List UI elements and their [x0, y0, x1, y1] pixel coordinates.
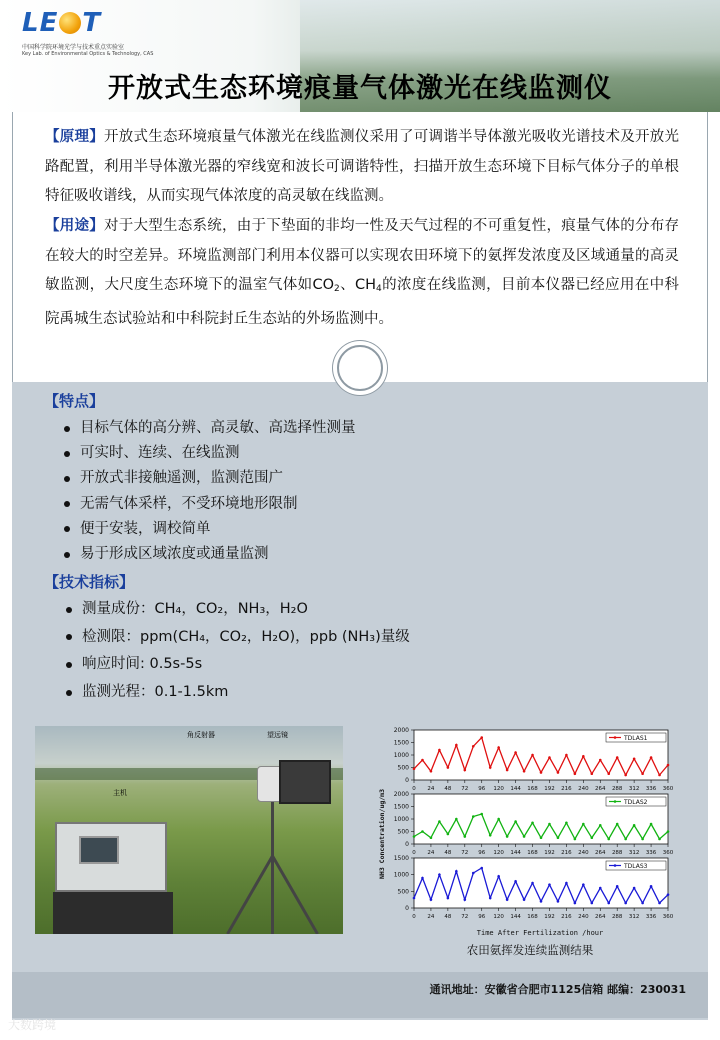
data-point: [557, 836, 560, 839]
data-point: [480, 867, 483, 870]
y-tick-label: 2000: [393, 791, 409, 798]
data-point: [574, 838, 577, 841]
intro-section: [12, 112, 708, 382]
data-point: [540, 771, 543, 774]
data-point: [472, 745, 475, 748]
data-point: [574, 772, 577, 775]
data-point: [540, 900, 543, 903]
principle-text: 开放式生态环境痕量气体激光在线监测仪采用了可调谐半导体激光吸收光谱技术及开放光路配置，利用半导体激光器的窄线宽和波长可调谐特性，扫描开放生态环境下目标气体分子的单根特征吸收谱线，从而实现气体浓度的高灵敏在线监测。: [45, 129, 679, 205]
data-point: [582, 823, 585, 826]
data-point: [599, 824, 602, 827]
list-item: 开放式非接触遥测，监测范围广: [64, 466, 356, 491]
x-tick-label: 120: [493, 914, 504, 920]
legend-marker: [614, 736, 617, 739]
lab-name-cn: 中国科学院环境光学与技术重点实验室: [22, 44, 125, 51]
data-point: [489, 897, 492, 900]
x-tick-label: 216: [561, 914, 572, 920]
principle-label: 【原理】: [45, 129, 104, 145]
x-tick-label: 216: [561, 850, 572, 856]
x-axis-label: Time After Fertilization /hour: [476, 929, 604, 937]
x-tick-label: 336: [645, 914, 657, 920]
list-item: 目标气体的高分辨、高灵敏、高选择性测量: [64, 416, 356, 441]
x-tick-label: 192: [544, 914, 555, 920]
x-tick-label: 24: [427, 914, 435, 920]
data-point: [607, 838, 610, 841]
data-point: [455, 870, 458, 873]
data-point: [421, 877, 424, 880]
x-tick-label: 24: [427, 786, 435, 792]
data-point: [667, 830, 670, 833]
photo-label-host: 主机: [113, 789, 127, 797]
data-point: [591, 902, 594, 905]
data-point: [506, 898, 509, 901]
list-item: 测量成份：CH₄，CO₂，NH₃，H₂O: [66, 596, 410, 624]
data-point: [667, 893, 670, 896]
data-point: [548, 883, 551, 886]
data-point: [464, 898, 467, 901]
list-item: 可实时、连续、在线监测: [64, 441, 356, 466]
data-point: [557, 771, 560, 774]
host-base: [53, 892, 173, 934]
x-tick-label: 72: [461, 850, 469, 856]
legend-label: TDLAS2: [624, 799, 648, 806]
x-tick-label: 192: [544, 786, 555, 792]
principle-paragraph: [45, 123, 679, 212]
data-point: [497, 746, 500, 749]
usage-label: 【用途】: [45, 218, 104, 234]
data-point: [506, 835, 509, 838]
header-banner: [0, 0, 720, 112]
data-point: [548, 823, 551, 826]
x-tick-label: 360: [662, 786, 674, 792]
data-point: [633, 824, 636, 827]
data-point: [650, 885, 653, 888]
list-item: 无需气体采样，不受环境地形限制: [64, 492, 356, 517]
data-point: [540, 836, 543, 839]
x-tick-label: 288: [611, 850, 623, 856]
data-point: [599, 887, 602, 890]
data-point: [514, 820, 517, 823]
y-tick-label: 0: [405, 777, 409, 784]
x-tick-label: 144: [510, 786, 521, 792]
data-point: [633, 757, 636, 760]
data-point: [650, 823, 653, 826]
globe-icon: [59, 12, 81, 34]
data-point: [523, 835, 526, 838]
y-tick-label: 0: [405, 841, 409, 848]
x-tick-label: 240: [578, 914, 589, 920]
x-tick-label: 48: [444, 786, 452, 792]
list-item: 便于安装，调校简单: [64, 517, 356, 542]
data-point: [480, 736, 483, 739]
x-tick-label: 168: [527, 914, 538, 920]
data-point: [591, 772, 594, 775]
x-tick-label: 0: [412, 850, 416, 856]
telescope: [279, 760, 331, 804]
data-point: [624, 838, 627, 841]
list-item: 检测限：ppm(CH₄，CO₂，H₂O)，ppb (NH₃)量级: [66, 624, 410, 652]
data-point: [421, 759, 424, 762]
data-point: [430, 770, 433, 773]
x-tick-label: 96: [478, 914, 486, 920]
lab-name-en: Key Lab. of Environmental Optics & Technology, CAS: [22, 51, 154, 57]
data-point: [464, 835, 467, 838]
x-tick-label: 312: [628, 850, 640, 856]
host-screen: [79, 836, 119, 864]
data-point: [489, 766, 492, 769]
x-tick-label: 96: [478, 786, 486, 792]
x-tick-label: 0: [412, 786, 416, 792]
tech-specs-title: 【技术指标】: [44, 573, 135, 591]
legend-marker: [614, 864, 617, 867]
data-point: [447, 897, 450, 900]
data-point: [447, 833, 450, 836]
y-tick-label: 1000: [393, 816, 409, 823]
data-point: [421, 830, 424, 833]
y-tick-label: 1000: [393, 752, 409, 759]
x-tick-label: 72: [461, 786, 469, 792]
data-point: [413, 897, 416, 900]
photo-label-telescope: 望远镜: [267, 731, 288, 739]
y-tick-label: 1500: [393, 739, 409, 747]
x-tick-label: 24: [427, 850, 435, 856]
data-point: [624, 902, 627, 905]
list-item: 响应时间: 0.5s-5s: [66, 651, 410, 679]
x-tick-label: 120: [493, 786, 504, 792]
page-title: 开放式生态环境痕量气体激光在线监测仪: [108, 73, 612, 104]
contact-address: 通讯地址：安徽省合肥市1125信箱 邮编：230031: [429, 983, 686, 996]
usage-paragraph: 【用途】对于大型生态系统，由于下垫面的非均一性及天气过程的不可重复性，痕量气体的分布存在较大的时空差异。环境监测部门利用本仪器可以实现农田环境下的氨挥发浓度及区域通量的高灵敏监测，大尺度生态环境下的温室气体如$CO_2$、$CH_4$的浓度在线监测，目前本仪器已经应用在中科院禹城生态试验站和中科院封丘生态站的外场监测中。: [45, 218, 680, 327]
data-point: [633, 887, 636, 890]
x-tick-label: 264: [595, 914, 606, 920]
data-point: [658, 774, 661, 777]
data-point: [455, 744, 458, 747]
data-point: [455, 818, 458, 821]
list-item: 易于形成区域浓度或通量监测: [64, 542, 356, 567]
data-point: [641, 902, 644, 905]
data-point: [616, 885, 619, 888]
x-tick-label: 96: [478, 850, 486, 856]
x-tick-label: 288: [611, 786, 623, 792]
data-point: [514, 880, 517, 883]
data-point: [506, 769, 509, 772]
data-point: [472, 872, 475, 875]
data-point: [531, 754, 534, 757]
y-tick-label: 1000: [393, 871, 409, 879]
data-point: [413, 835, 416, 838]
legend-label: TDLAS3: [624, 863, 648, 870]
data-point: [658, 838, 661, 841]
x-tick-label: 72: [461, 914, 469, 920]
data-point: [438, 820, 441, 823]
x-tick-label: 360: [662, 850, 674, 856]
data-point: [641, 838, 644, 841]
y-tick-label: 0: [405, 905, 409, 912]
x-tick-label: 264: [595, 786, 606, 792]
x-tick-label: 312: [628, 786, 640, 792]
y-tick-label: 2000: [393, 727, 409, 734]
x-tick-label: 360: [662, 914, 674, 920]
x-tick-label: 144: [510, 850, 521, 856]
x-tick-label: 240: [578, 850, 589, 856]
data-point: [523, 898, 526, 901]
x-tick-label: 336: [645, 850, 657, 856]
data-point: [599, 759, 602, 762]
features-list: [64, 416, 356, 567]
tripod-leg: [271, 855, 319, 934]
data-point: [557, 900, 560, 903]
data-point: [607, 772, 610, 775]
x-tick-label: 48: [444, 914, 452, 920]
features-title: 【特点】: [44, 392, 105, 410]
data-point: [413, 767, 416, 770]
x-tick-label: 264: [595, 850, 606, 856]
footer: [12, 972, 708, 1018]
legend-marker: [614, 800, 617, 803]
data-point: [438, 873, 441, 876]
x-tick-label: 312: [628, 914, 640, 920]
data-point: [582, 883, 585, 886]
nh3-chart: [374, 722, 686, 960]
data-point: [565, 754, 568, 757]
data-point: [430, 898, 433, 901]
data-point: [447, 766, 450, 769]
data-point: [616, 756, 619, 759]
nh3-chart-svg: [374, 722, 686, 940]
y-tick-label: 1500: [393, 803, 409, 811]
y-tick-label: 500: [397, 828, 409, 836]
data-point: [472, 815, 475, 818]
data-point: [531, 882, 534, 885]
data-point: [438, 749, 441, 752]
data-point: [531, 821, 534, 824]
y-tick-label: 500: [397, 888, 409, 896]
data-point: [574, 902, 577, 905]
data-point: [565, 882, 568, 885]
y-tick-label: 1500: [393, 855, 409, 862]
data-point: [607, 902, 610, 905]
data-point: [616, 823, 619, 826]
list-item: 监测光程：0.1-1.5km: [66, 679, 410, 707]
data-point: [582, 755, 585, 758]
data-point: [430, 836, 433, 839]
data-point: [497, 875, 500, 878]
x-tick-label: 192: [544, 850, 555, 856]
field-installation-photo: [35, 726, 343, 934]
x-tick-label: 240: [578, 786, 589, 792]
ring-divider-icon: [337, 345, 383, 391]
data-point: [667, 764, 670, 767]
data-point: [523, 770, 526, 773]
tech-specs-list: [66, 596, 410, 706]
y-axis-label: NH3 Concentration/ug/m3: [378, 788, 386, 880]
data-point: [650, 756, 653, 759]
x-tick-label: 120: [493, 850, 504, 856]
data-point: [548, 756, 551, 759]
legend-label: TDLAS1: [624, 735, 648, 742]
x-tick-label: 0: [412, 914, 416, 920]
tripod-leg: [226, 855, 274, 934]
data-point: [497, 818, 500, 821]
y-tick-label: 500: [397, 764, 409, 772]
leot-logo: LE T: [22, 8, 102, 38]
data-point: [565, 821, 568, 824]
x-tick-label: 168: [527, 786, 538, 792]
data-point: [489, 834, 492, 837]
x-tick-label: 216: [561, 786, 572, 792]
data-point: [658, 902, 661, 905]
x-tick-label: 336: [645, 786, 657, 792]
data-point: [514, 751, 517, 754]
photo-label-reflector: 角反射器: [187, 731, 215, 739]
data-point: [641, 772, 644, 775]
data-point: [624, 774, 627, 777]
chart-caption: 农田氨挥发连续监测结果: [466, 943, 594, 957]
data-point: [480, 813, 483, 816]
data-point: [464, 769, 467, 772]
x-tick-label: 288: [611, 914, 623, 920]
watermark: 大数跨境: [8, 1018, 57, 1032]
x-tick-label: 48: [444, 850, 452, 856]
x-tick-label: 144: [510, 914, 521, 920]
x-tick-label: 168: [527, 850, 538, 856]
data-point: [591, 836, 594, 839]
